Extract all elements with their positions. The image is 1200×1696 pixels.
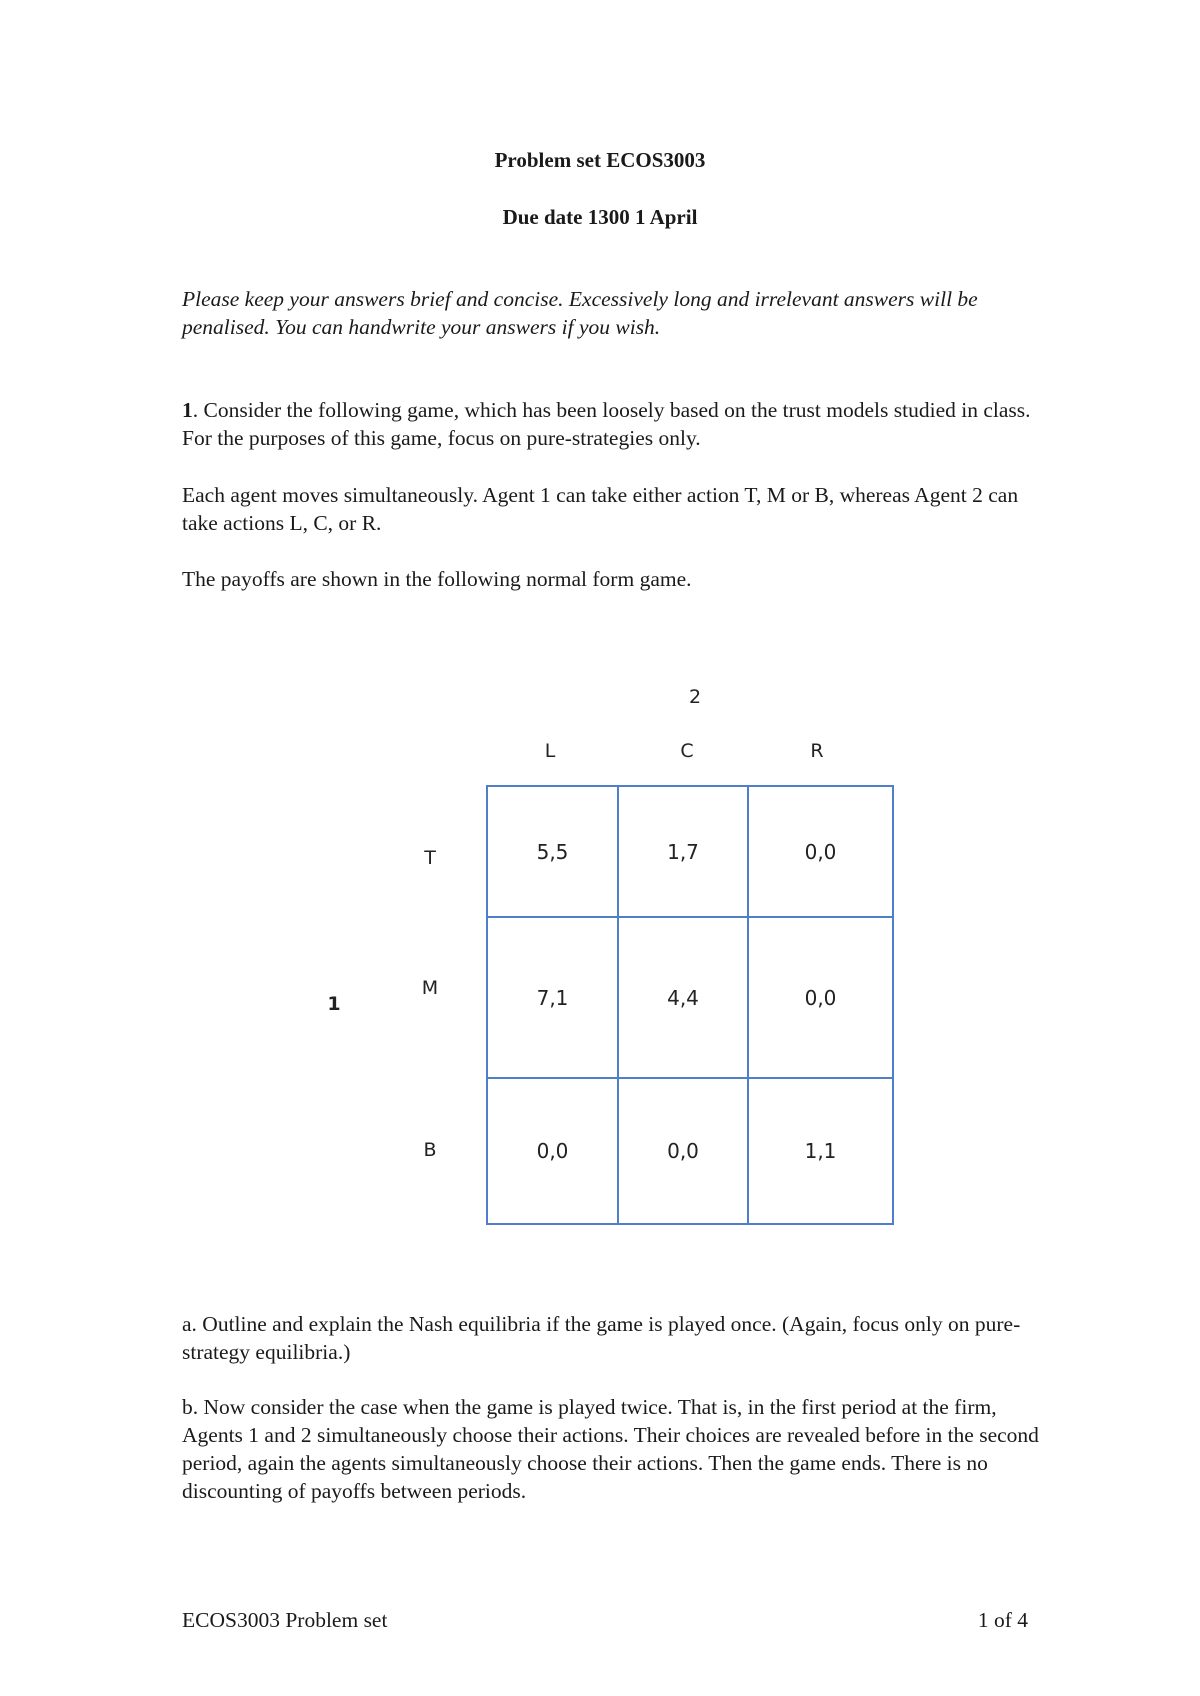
row-label-b: B xyxy=(423,1139,437,1161)
footer-left: ECOS3003 Problem set xyxy=(182,1608,388,1632)
payoff-cell: 4,4 xyxy=(618,917,748,1078)
table-row xyxy=(487,1078,893,1224)
payoff-cell: 1,1 xyxy=(748,1078,893,1224)
row-player-label: 1 xyxy=(327,993,341,1015)
payoff-cell: 0,0 xyxy=(748,786,893,917)
payoff-matrix xyxy=(486,785,894,1225)
page-title: Problem set ECOS3003 xyxy=(494,148,706,172)
payoff-cell: 0,0 xyxy=(748,917,893,1078)
question-1-intro-text: . Consider the following game, which has been loosely based on the trust models studied in class. For the purposes of this game, focus on pure-strategies only. xyxy=(182,398,1031,450)
question-1-intro xyxy=(182,396,1042,452)
instructions-text: Please keep your answers brief and concise. Excessively long and irrelevant answers will be penalised. You can handwrite your answers if you wish. xyxy=(182,287,978,339)
page-number: 1 of 4 xyxy=(977,1608,1028,1632)
payoff-cell: 5,5 xyxy=(487,786,618,917)
table-row xyxy=(487,917,893,1078)
row-label-m: M xyxy=(421,977,439,999)
payoff-cell: 0,0 xyxy=(618,1078,748,1224)
column-label-r: R xyxy=(810,740,824,762)
column-label-l: L xyxy=(544,740,556,762)
payoff-cell: 7,1 xyxy=(487,917,618,1078)
column-label-c: C xyxy=(680,740,694,762)
payoff-cell: 0,0 xyxy=(487,1078,618,1224)
due-date: Due date 1300 1 April xyxy=(502,205,698,229)
column-player-label: 2 xyxy=(688,686,702,708)
payoff-cell: 1,7 xyxy=(618,786,748,917)
table-row xyxy=(487,786,893,917)
part-b-text: b. Now consider the case when the game is played twice. That is, in the first period at the firm, Agents 1 and 2 simultaneously choose their actions. Their choices are revealed before in the second period, again the agents simultaneously choose their actions. Then the game ends. There is no discounting of payoffs between periods. xyxy=(182,1395,1039,1503)
question-1-payoffs-intro: The payoffs are shown in the following normal form game. xyxy=(182,567,692,591)
question-1-moves: Each agent moves simultaneously. Agent 1 can take either action T, M or B, whereas Agent 2 can take actions L, C, or R. xyxy=(182,483,1019,535)
row-label-t: T xyxy=(424,847,436,869)
question-number: 1 xyxy=(182,398,193,422)
part-a-text: a. Outline and explain the Nash equilibria if the game is played once. (Again, focus only on pure-strategy equilibria.) xyxy=(182,1312,1021,1364)
